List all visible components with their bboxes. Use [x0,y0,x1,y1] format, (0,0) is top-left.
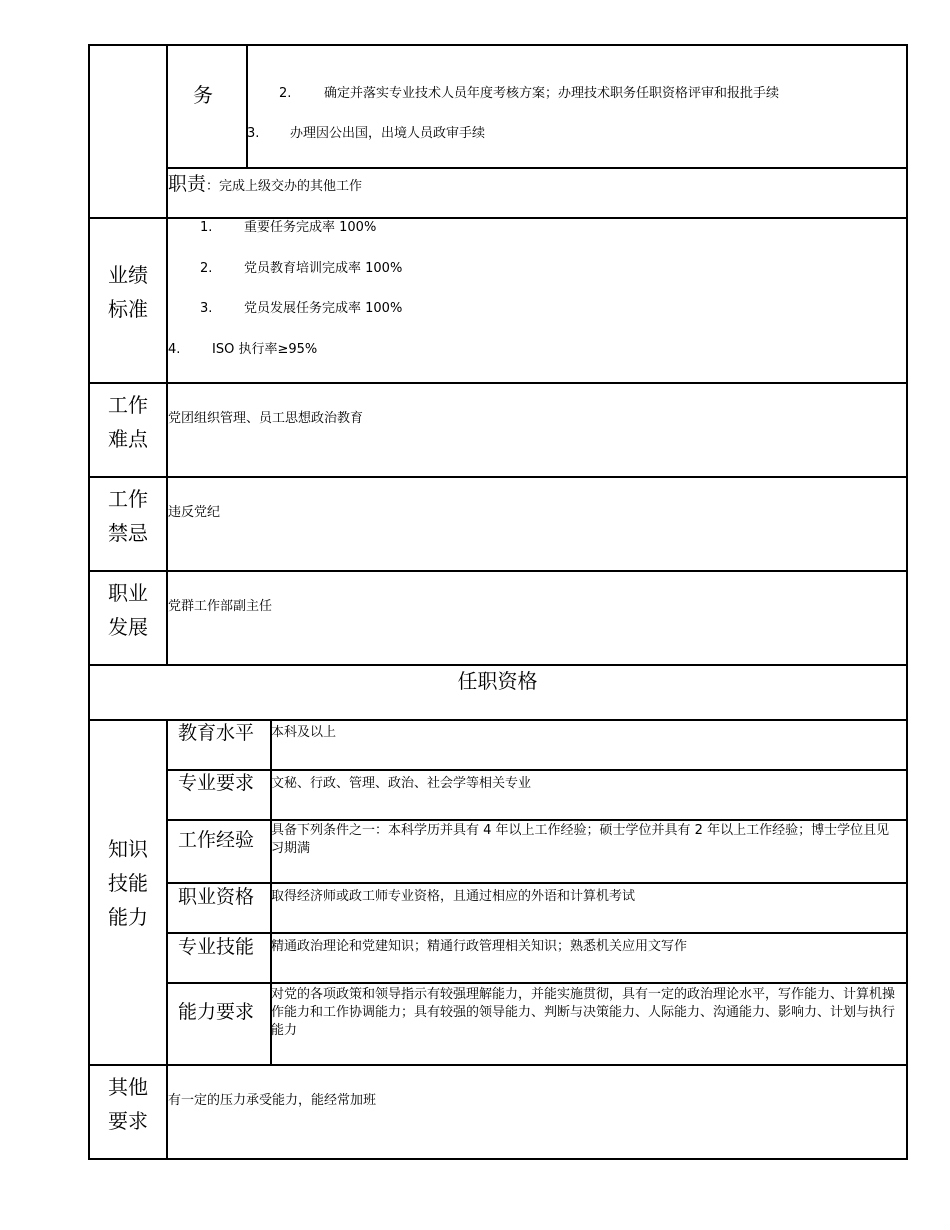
duty-item-text: 办理因公出国，出境人员政审手续 [290,126,486,141]
duty-item-number: 2. [279,86,292,101]
qualification-value: 精通政治理论和党建知识；精通行政管理相关知识；熟悉机关应用文写作 [271,939,688,954]
performance-item-text: 党员发展任务完成率 100% [244,301,403,316]
table-border [88,217,907,219]
performance-item-number: 1. [200,220,213,235]
other-duty-text: ：完成上级交办的其他工作 [206,179,363,194]
table-border [167,932,907,934]
table-border [88,382,907,384]
qualification-key: 专业要求 [178,772,255,794]
qualification-value: 本科及以上 [271,725,337,740]
difficulty-text: 党团组织管理、员工思想政治教育 [168,411,364,426]
table-border [88,664,907,666]
other-requirements-text: 有一定的压力承受能力，能经常加班 [168,1093,377,1108]
table-border [246,44,248,168]
duty-item-text: 确定并落实专业技术人员年度考核方案；办理技术职务任职资格评审和报批手续 [324,86,780,101]
taboo-label: 工作 禁忌 [108,487,148,545]
qualification-value: 具备下列条件之一：本科学历并具有 4 年以上工作经验；硕士学位并具有 2 年以上工作经验；博士学位且见习期满 [271,823,890,856]
table-border [167,769,907,771]
qualification-key: 能力要求 [178,1001,255,1023]
performance-item-text: 重要任务完成率 100% [244,220,377,235]
qualification-value: 对党的各项政策和领导指示有较强理解能力，并能实施贯彻，具有一定的政治理论水平，写作能力、计算机操作能力和工作协调能力；具有较强的领导能力、判断与决策能力、人际能力、沟通能力、影响力、计划与执行能力 [271,987,896,1038]
other-requirements-label: 其他 要求 [108,1075,148,1133]
performance-item-number: 2. [200,261,213,276]
table-border [88,570,907,572]
qualification-key: 专业技能 [178,936,255,958]
duty-item-number: 3. [247,126,260,141]
table-border [88,44,907,46]
performance-item-text: ISO 执行率≥95% [212,342,318,357]
knowledge-label: 知识 技能 能力 [108,837,148,929]
performance-label: 业绩 标准 [108,263,148,321]
qualification-key: 教育水平 [178,722,255,744]
qualification-key: 工作经验 [178,829,255,851]
other-duty-prefix: 职责 [168,173,207,195]
performance-item-number: 4. [168,342,181,357]
duty-label: 务 [193,83,213,107]
table-border [88,719,907,721]
qualification-key: 职业资格 [178,886,255,908]
table-border [167,982,907,984]
other-duty [168,173,362,196]
table-border [167,819,907,821]
difficulty-label: 工作 难点 [108,393,148,451]
table-border [167,882,907,884]
career-text: 党群工作部副主任 [168,599,273,614]
table-border [88,476,907,478]
table-border [88,1064,907,1066]
performance-item-text: 党员教育培训完成率 100% [244,261,403,276]
qualification-value: 文秘、行政、管理、政治、社会学等相关专业 [271,776,532,791]
table-border [88,1158,907,1160]
table-border [167,167,907,169]
table-border [906,44,908,1160]
qualification-value: 取得经济师或政工师专业资格，且通过相应的外语和计算机考试 [271,889,636,904]
qualification-title: 任职资格 [457,669,538,693]
taboo-text: 违反党纪 [168,505,221,520]
career-label: 职业 发展 [108,581,148,639]
performance-item-number: 3. [200,301,213,316]
